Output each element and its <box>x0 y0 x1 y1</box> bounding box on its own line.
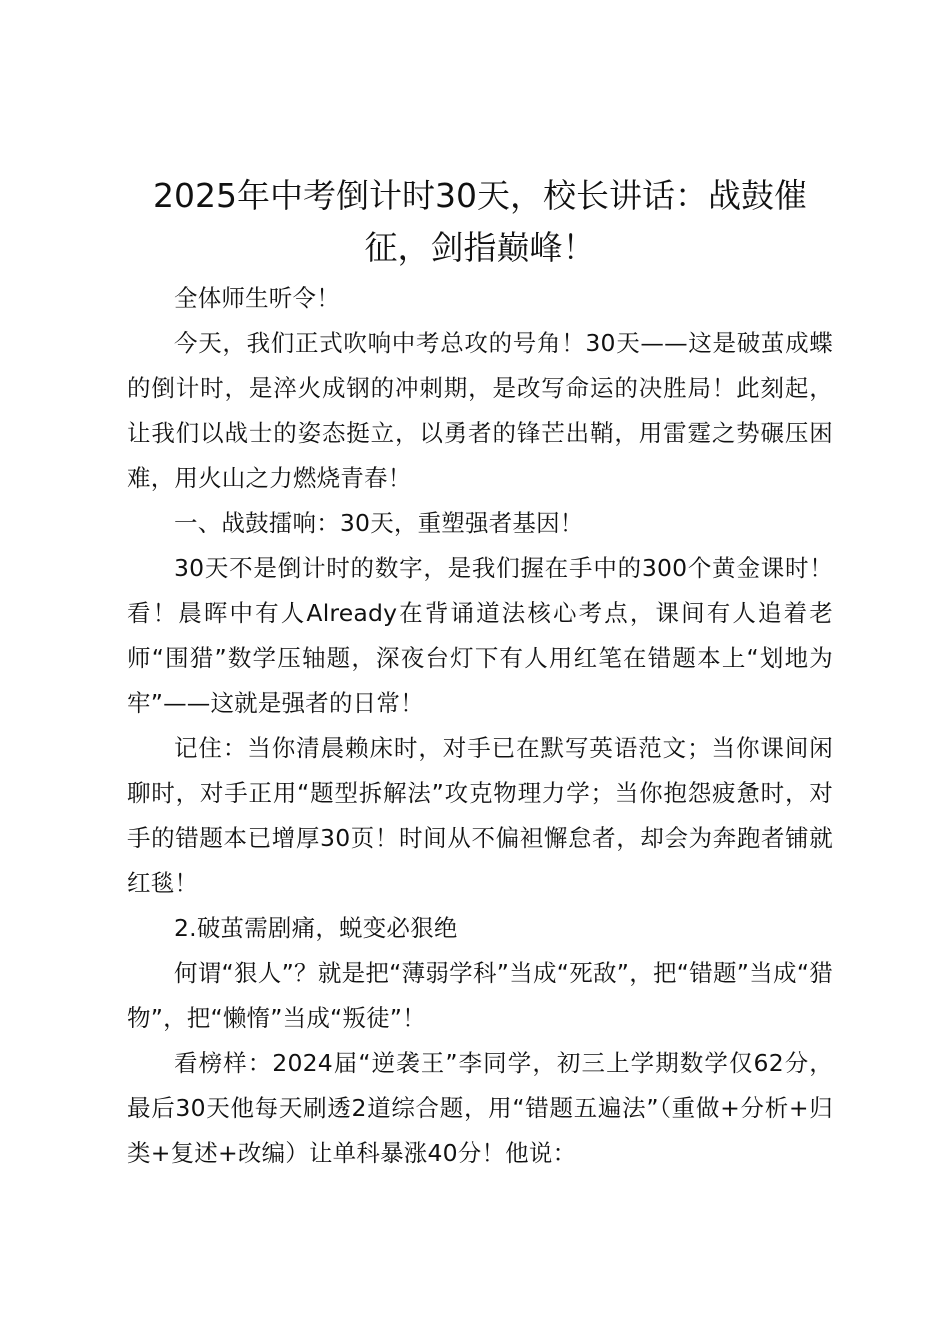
paragraph-body: 记住：当你清晨赖床时，对手已在默写英语范文；当你课间闲聊时，对手正用“题型拆解法”攻克物理力学；当你抱怨疲惫时，对手的错题本已增厚30页！时间从不偏袒懈怠者，却会为奔跑者铺就红毯！ <box>127 734 833 897</box>
paragraph-intro: 今天，我们正式吹响中考总攻的号角！30天——这是破茧成蝶的倒计时，是淬火成钢的冲刺期，是改写命运的决胜局！此刻起，让我们以战士的姿态挺立，以勇者的锋芒出鞘，用雷霆之势碾压困难，用火山之力燃烧青春！ <box>127 329 833 492</box>
section-heading-2: 2.破茧需剧痛，蜕变必狠绝 <box>174 914 458 942</box>
document-body <box>127 170 833 1176</box>
paragraph-body: 何谓“狠人”？就是把“薄弱学科”当成“死敌”，把“错题”当成“猎物”，把“懒惰”当成“叛徒”！ <box>127 959 833 1032</box>
paragraph-greeting: 全体师生听令！ <box>174 284 340 312</box>
document-title: 2025年中考倒计时30天，校长讲话：战鼓催征，剑指巅峰！ <box>153 176 807 267</box>
section-heading-1: 一、战鼓擂响：30天，重塑强者基因！ <box>174 509 584 537</box>
paragraph-body: 看榜样：2024届“逆袭王”李同学，初三上学期数学仅62分，最后30天他每天刷透2道综合题，用“错题五遍法”（重做+分析+归类+复述+改编）让单科暴涨40分！他说： <box>127 1049 833 1167</box>
paragraph-body: 30天不是倒计时的数字，是我们握在手中的300个黄金课时！看！晨晖中有人Already在背诵道法核心考点，课间有人追着老师“围猎”数学压轴题，深夜台灯下有人用红笔在错题本上“划地为牢”——这就是强者的日常！ <box>127 554 833 717</box>
